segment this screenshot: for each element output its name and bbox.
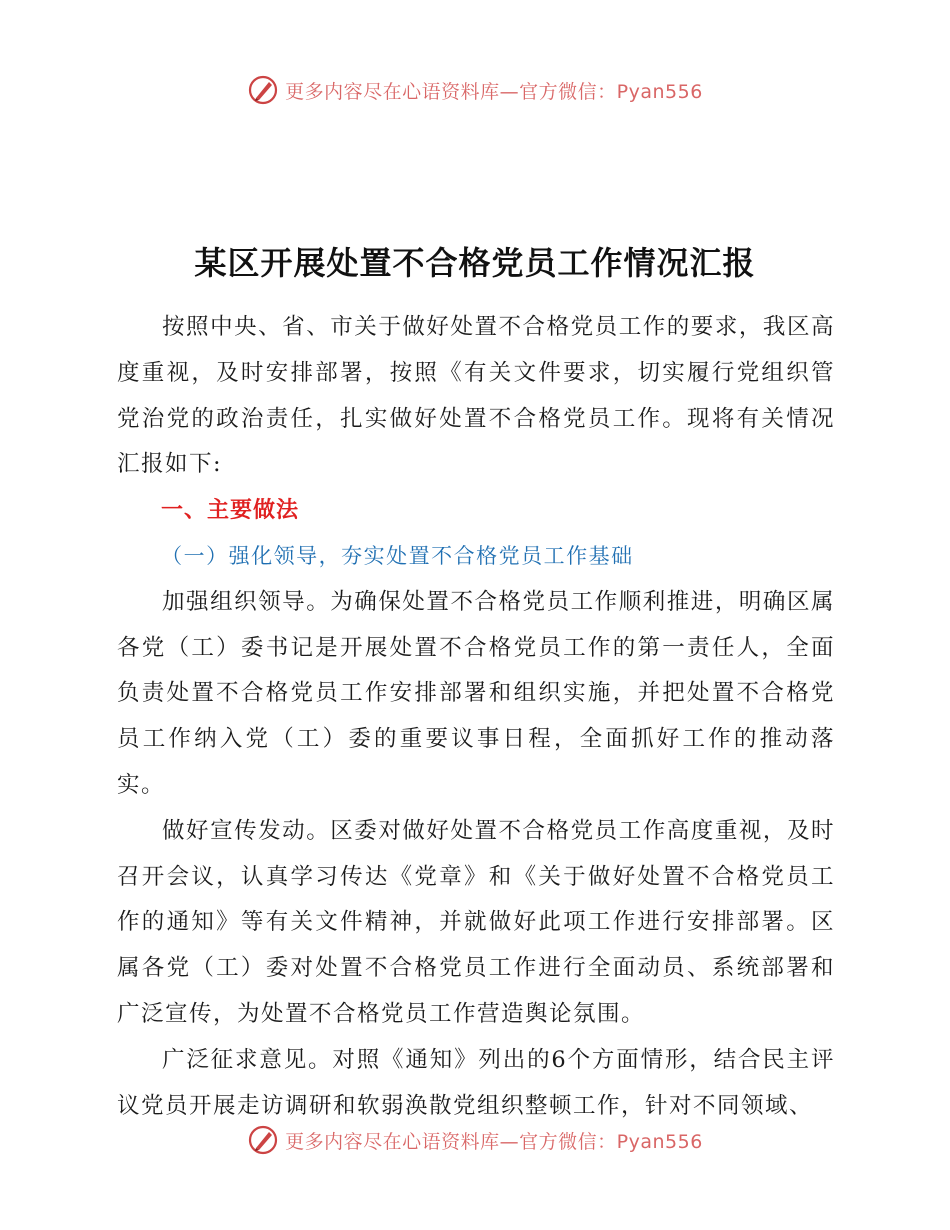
page-title: 某区开展处置不合格党员工作情况汇报 [194,244,756,282]
watermark-text: 更多内容尽在心语资料库—官方微信：Pyan556 [285,1130,703,1153]
subsection-heading: （一）强化领导，夯实处置不合格党员工作基础 [161,543,634,568]
body-paragraph: 做好宣传发动。区委对做好处置不合格党员工作高度重视，及时召开会议，认真学习传达《党章》和《关于做好处置不合格党员工作的通知》等有关文件精神，并就做好此项工作进行安排部署。区属各党（工）委对处置不合格党员工作进行全面动员、系统部署和广泛宣传，为处置不合格党员工作营造舆论氛围。 [117,817,835,1027]
intro-paragraph: 按照中央、省、市关于做好处置不合格党员工作的要求，我区高度重视，及时安排部署，按照《有关文件要求，切实履行党组织管党治党的政治责任，扎实做好处置不合格党员工作。现将有关情况汇报如下: [117,314,835,478]
watermark-footer [0,1120,950,1160]
watermark-header [0,70,950,110]
section-heading: 一、主要做法 [161,498,300,524]
pen-logo-icon [247,74,279,106]
body-paragraph: 加强组织领导。为确保处置不合格党员工作顺利推进，明确区属各党（工）委书记是开展处置不合格党员工作的第一责任人，全面负责处置不合格党员工作安排部署和组织实施，并把处置不合格党员工作纳入党（工）委的重要议事日程，全面抓好工作的推动落实。 [117,588,835,798]
body-paragraph: 广泛征求意见。对照《通知》列出的6个方面情形，结合民主评议党员开展走访调研和软弱涣散党组织整顿工作，针对不同领域、 [117,1046,835,1119]
watermark-text: 更多内容尽在心语资料库—官方微信：Pyan556 [285,80,703,103]
pen-logo-icon [247,1124,279,1156]
document-body [117,305,835,1129]
